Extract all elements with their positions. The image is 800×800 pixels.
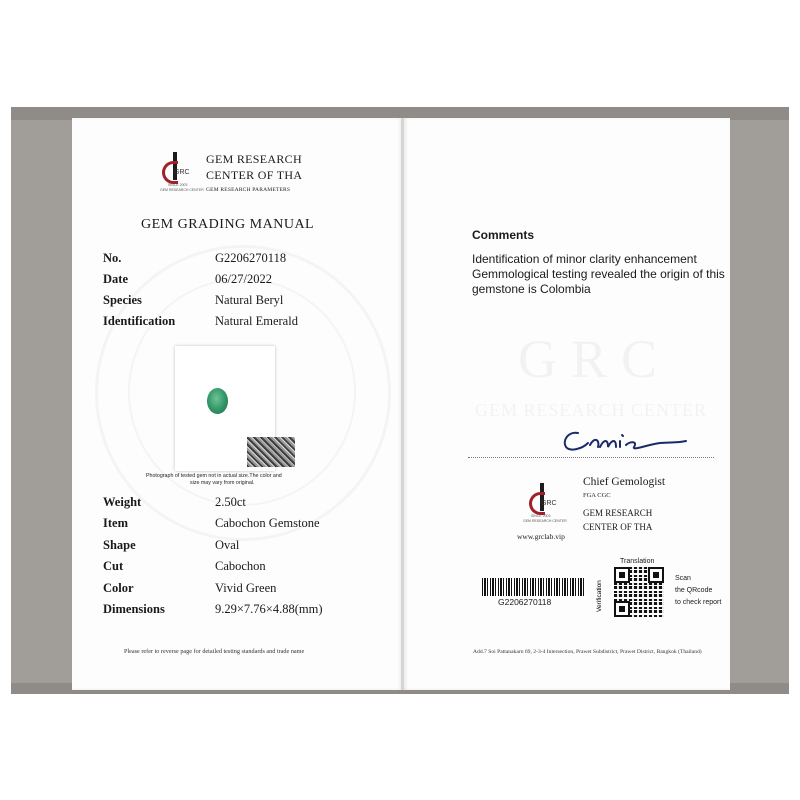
barcode <box>482 578 586 596</box>
logo-abbr: GRC <box>174 169 190 176</box>
grc-logo-small <box>523 483 567 525</box>
field-value-item: Cabochon Gemstone <box>215 516 320 530</box>
field-label-date: Date <box>103 272 128 286</box>
field-label-number: No. <box>103 251 122 265</box>
logo-tagline: GEM RESEARCH CENTER <box>160 188 204 192</box>
comments-title: Comments <box>472 228 535 242</box>
logo-small-abbr: GRC <box>541 500 557 507</box>
field-label-identification: Identification <box>103 314 176 328</box>
brand-name-line1: GEM RESEARCH <box>206 152 302 166</box>
verification-label: Verification <box>596 580 603 612</box>
field-label-item: Item <box>103 516 128 530</box>
gem-photo <box>207 388 228 414</box>
page-spine <box>401 118 404 690</box>
chief-gemologist-credentials: FGA CGC <box>583 492 611 499</box>
field-label-species: Species <box>103 293 142 307</box>
document-title: GEM GRADING MANUAL <box>141 217 315 232</box>
field-label-color: Color <box>103 581 134 595</box>
signature <box>560 425 690 455</box>
chief-gemologist-title: Chief Gemologist <box>583 476 666 488</box>
comment-line-1: Identification of minor clarity enhancement <box>472 252 697 266</box>
field-value-number: G2206270118 <box>215 251 287 265</box>
field-value-weight: 2.50ct <box>215 495 246 509</box>
logo-since: SINCE 2003 <box>168 183 188 187</box>
translation-label: Translation <box>620 558 655 565</box>
field-value-identification: Natural Emerald <box>215 314 298 328</box>
field-value-species: Natural Beryl <box>215 293 284 307</box>
field-value-color: Vivid Green <box>215 581 277 595</box>
field-label-dimensions: Dimensions <box>103 602 165 616</box>
signature-line <box>468 457 714 458</box>
website: www.grclab.vip <box>517 532 565 541</box>
hologram-sticker <box>247 437 295 467</box>
photo-note-line2: size may vary from original. <box>190 480 255 486</box>
qr-caption-line3: to check report <box>675 599 722 606</box>
grc-logo-small-mark <box>527 483 549 513</box>
field-value-cut: Cabochon <box>215 559 266 573</box>
right-brand-line1: GEM RESEARCH <box>583 508 653 518</box>
watermark-gem-research-center <box>475 400 707 421</box>
footer-note: Please refer to reverse page for detailed testing standards and trade name <box>124 648 305 655</box>
photo-note-line1: Photograph of tested gem not in actual size.The color and <box>146 473 282 479</box>
comment-line-2: Gemmological testing revealed the origin of this <box>472 267 725 281</box>
grc-logo-mark <box>160 152 182 182</box>
field-label-weight: Weight <box>103 495 142 509</box>
qr-caption-line2: the QRcode <box>675 587 713 594</box>
logo-small-since: SINCE 2003 <box>531 514 551 518</box>
qr-caption-line1: Scan <box>675 575 691 582</box>
qr-code[interactable] <box>614 567 664 617</box>
grc-logo <box>160 152 204 192</box>
field-value-dimensions: 9.29×7.76×4.88(mm) <box>215 602 323 616</box>
field-value-date: 06/27/2022 <box>215 272 272 286</box>
comment-line-3: gemstone is Colombia <box>472 282 591 296</box>
field-label-cut: Cut <box>103 559 124 573</box>
address: Add.7 Soi Pattanakarn 69, 2-3-4 Intersection, Prawet Subdistrict, Prawet District, Bangkok (Thailand) <box>473 649 702 655</box>
field-label-shape: Shape <box>103 538 136 552</box>
logo-small-tagline: GEM RESEARCH CENTER <box>523 519 567 523</box>
brand-name-line2: CENTER OF THA <box>206 168 303 182</box>
watermark-grc <box>518 328 671 390</box>
barcode-number: G2206270118 <box>498 597 552 607</box>
field-value-shape: Oval <box>215 538 240 552</box>
right-brand-line2: CENTER OF THA <box>583 522 653 532</box>
brand-parameters: GEM RESEARCH PARAMETERS <box>206 187 291 193</box>
